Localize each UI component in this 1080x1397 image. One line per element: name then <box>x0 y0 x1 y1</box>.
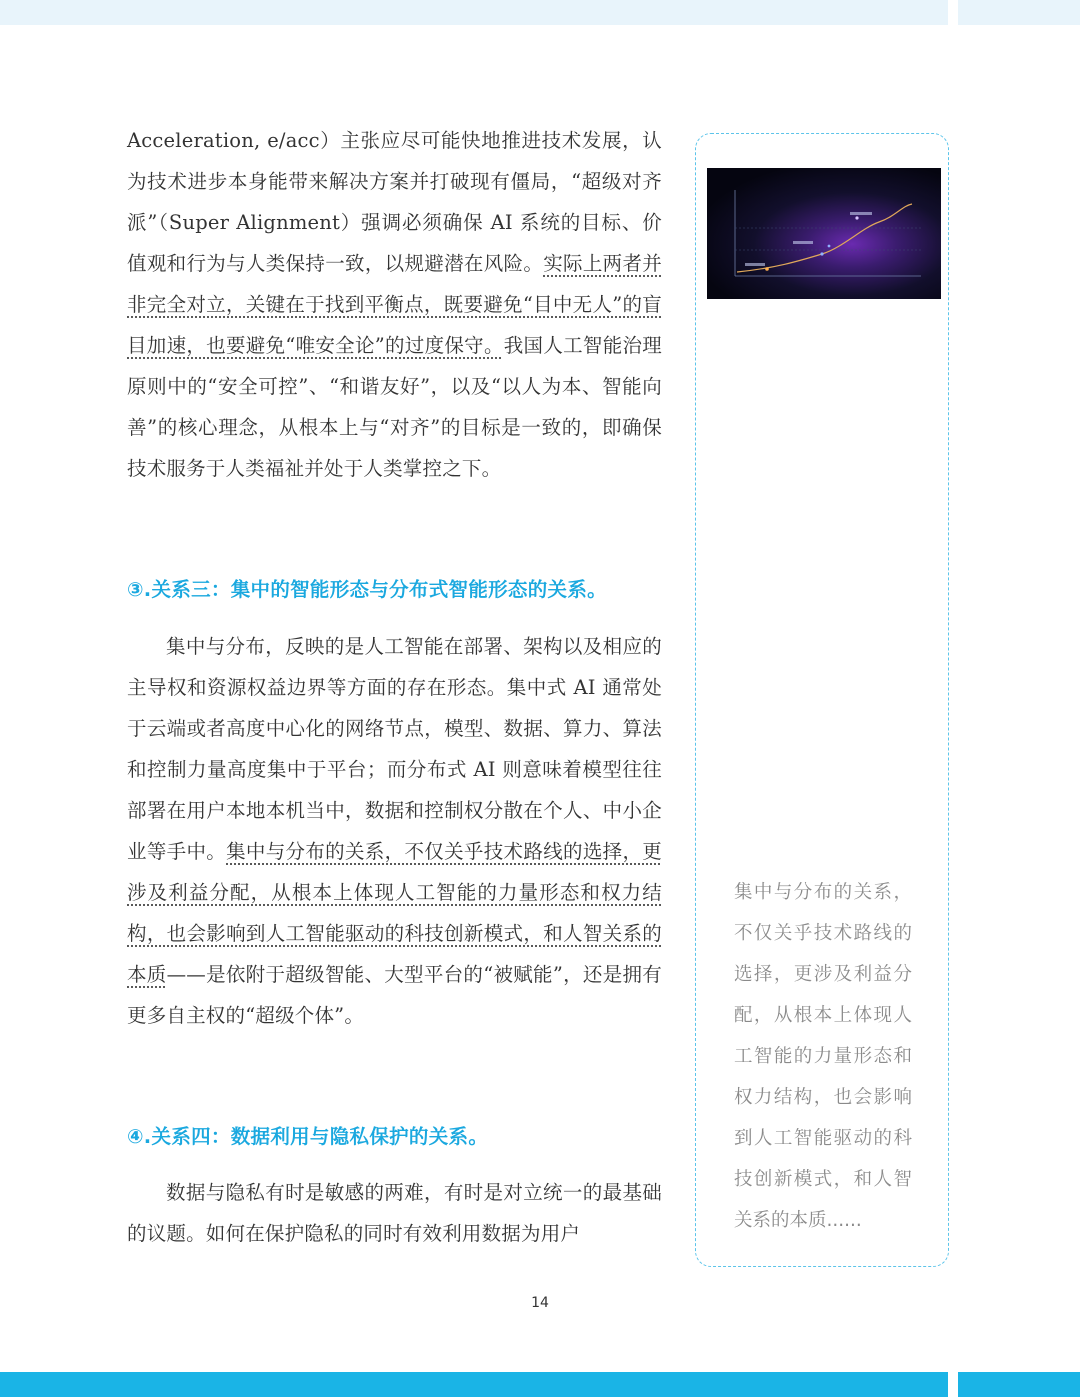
page-number: 14 <box>531 1295 549 1311</box>
underlined-text: 实际上两者并非完全对立，关键在于找到平衡点，既要避免“目中无人”的盲目加速，也要避免“唯安全论”的过度保守。 <box>127 252 662 357</box>
body-paragraph-3: 数据与隐私有时是敏感的两难，有时是对立统一的最基础的议题。如何在保护隐私的同时有效利用数据为用户 <box>127 1181 662 1245</box>
galaxy-chart-image <box>707 168 941 299</box>
body-paragraph-1 <box>127 120 662 489</box>
top-decor-band-side <box>958 0 1080 25</box>
section-heading-3: ③.关系三：集中的智能形态与分布式智能形态的关系。 <box>127 578 607 601</box>
sidebar-box <box>695 133 949 1267</box>
sidebar-quote: 集中与分布的关系，不仅关乎技术路线的选择，更涉及利益分配，从根本上体现人工智能的力量形态和权力结构，也会影响到人工智能驱动的科技创新模式，和人智关系的本质...... <box>734 882 912 1231</box>
paragraph-text: 我国人工智能治理原则中的“安全可控”、“和谐友好”，以及“以人为本、智能向善”的核心理念，从根本上与“对齐”的目标是一致的，即确保技术服务于人类福祉并处于人类掌控之下。 <box>127 334 662 480</box>
image-graphic <box>707 168 941 299</box>
body-paragraph-2 <box>127 626 662 1036</box>
bottom-decor-band-side <box>958 1372 1080 1397</box>
paragraph-text: ——是依附于超级智能、大型平台的“被赋能”，还是拥有更多自主权的“超级个体”。 <box>127 963 662 1027</box>
section-heading-4: ④.关系四：数据利用与隐私保护的关系。 <box>127 1125 489 1148</box>
underlined-text: 集中与分布的关系，不仅关乎技术路线的选择，更涉及利益分配，从根本上体现人工智能的力量形态和权力结构，也会影响到人工智能驱动的科技创新模式，和人智关系的本质 <box>127 840 662 986</box>
bottom-decor-band <box>0 1372 948 1397</box>
paragraph-text: 集中与分布，反映的是人工智能在部署、架构以及相应的主导权和资源权益边界等方面的存在形态。集中式 AI 通常处于云端或者高度中心化的网络节点，模型、数据、算力、算法和控制力量高度集中于平台；而分布式 AI 则意味着模型往往部署在用户本地本机当中，数据和控制权分散在个人、中小企业等手中。 <box>127 635 662 863</box>
paragraph-text: Acceleration, e/acc）主张应尽可能快地推进技术发展，认为技术进步本身能带来解决方案并打破现有僵局，“超级对齐派”（Super Alignment）强调必须确保 AI 系统的目标、价值观和行为与人类保持一致，以规避潜在风险。 <box>127 129 662 275</box>
top-decor-band <box>0 0 948 25</box>
